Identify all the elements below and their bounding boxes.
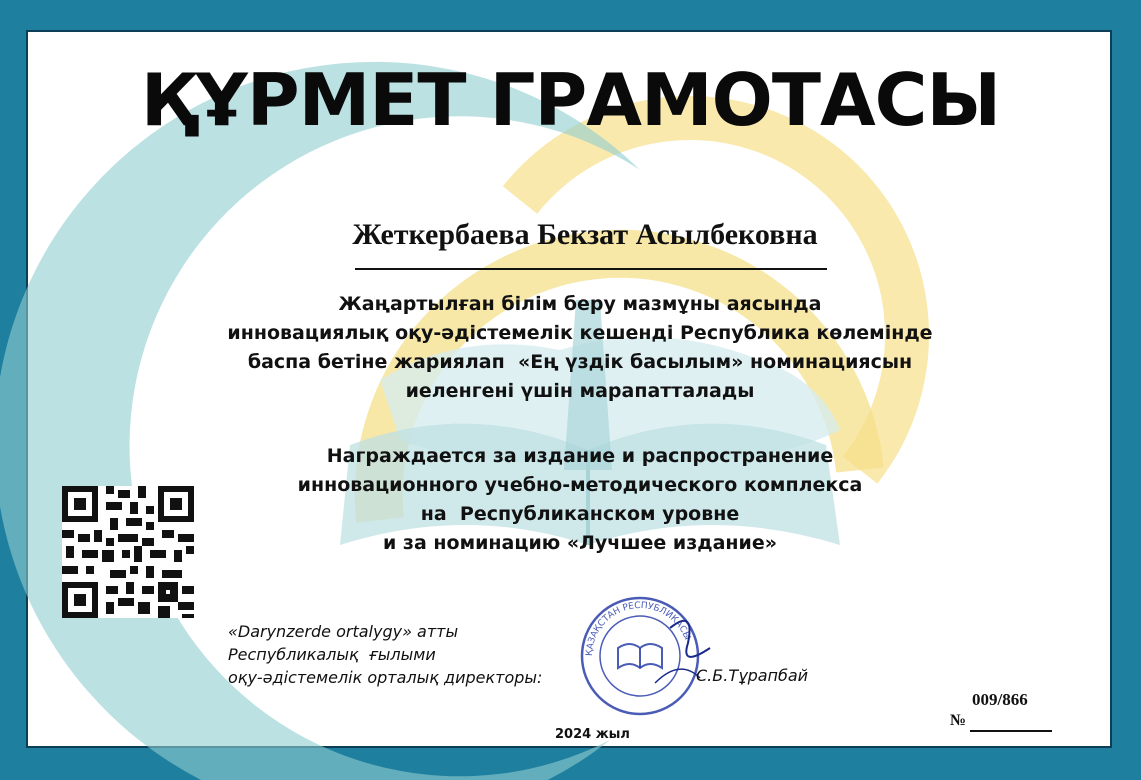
russian-line: Награждается за издание и распространение	[326, 445, 834, 467]
signer-name: С.Б.Тұрапбай	[696, 666, 809, 685]
number-underline	[970, 730, 1052, 732]
kazakh-line: Жаңартылған білім беру мазмұны аясында	[338, 293, 822, 315]
russian-line: инновационного учебно-методического комплекса	[297, 474, 863, 496]
number-sign: №	[950, 712, 967, 729]
qr-code	[62, 486, 194, 618]
recipient-underline	[355, 268, 827, 270]
russian-award-text	[160, 442, 1000, 558]
kazakh-line: иеленгені үшін марапатталады	[405, 380, 755, 402]
director-line: оқу-әдістемелік орталық директоры:	[228, 668, 543, 687]
issue-year: 2024 жыл	[555, 727, 630, 742]
recipient-name: Жеткербаева Бекзат Асылбековна	[352, 218, 818, 251]
director-line: Республикалық ғылыми	[228, 645, 436, 664]
russian-line: на Республиканском уровне	[420, 503, 740, 525]
kazakh-line: инновациялық оқу-әдістемелік кешенді Республика көлемінде	[227, 322, 933, 344]
russian-line: и за номинацию «Лучшее издание»	[382, 532, 778, 554]
stamp-ring-text: ҚАЗАҚСТАН РЕСПУБЛИКАСЫ	[584, 600, 692, 657]
official-stamp	[560, 588, 720, 718]
kazakh-award-text	[160, 290, 1000, 406]
kazakh-line: баспа бетіне жариялап «Ең үздік басылым» номинациясын	[247, 351, 913, 373]
director-title	[228, 620, 588, 689]
director-line: «Darynzerde ortalygy» атты	[228, 622, 459, 641]
certificate-number: 009/866	[972, 690, 1028, 709]
certificate-title: ҚҰРМЕТ ГРАМОТАСЫ	[140, 58, 1001, 142]
